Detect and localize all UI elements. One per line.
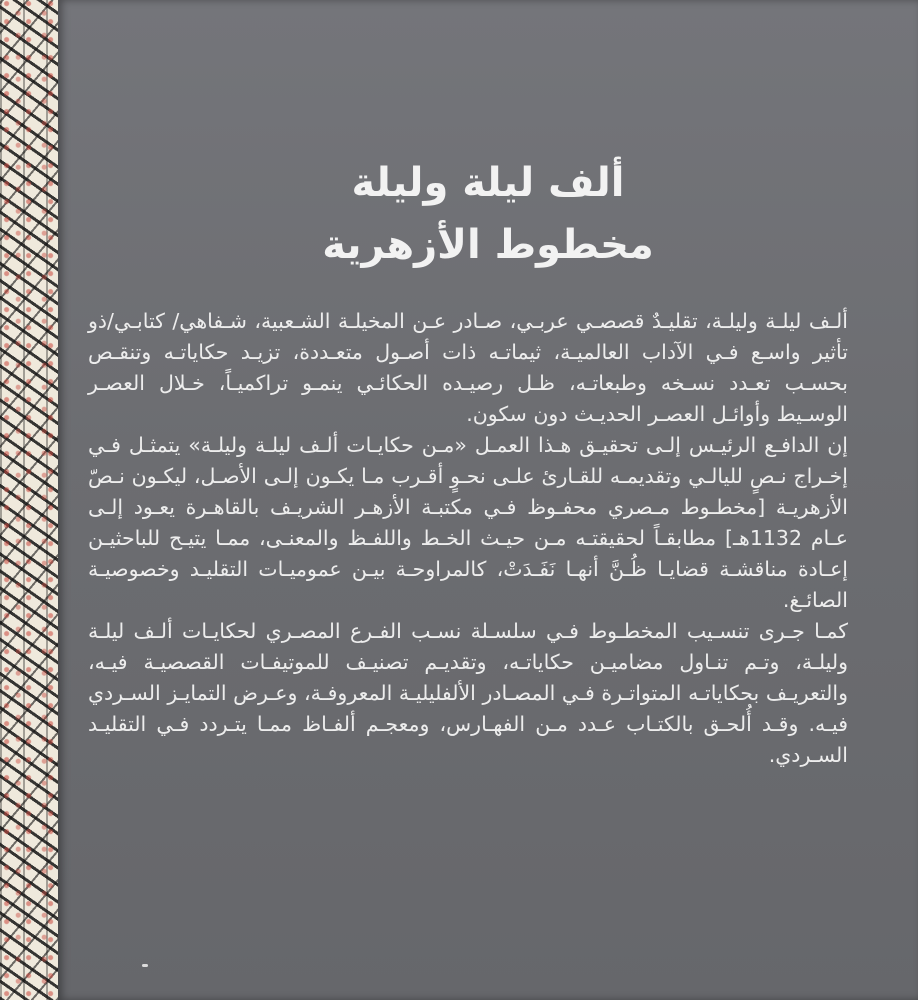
blurb-paragraph: إن الدافـع الرئيـس إلـى تحقيـق هـذا العمـل «مـن حكايـات ألـف ليلـة وليلـة» يتمثـل فـي إخـراج نـصٍ لليالـي وتقديمـه للقـارئ علـى نحـوٍ أقـرب مـا يكـون إلـى الأصـل، ليكـون نـصّ الأزهريـة [مخطـوط مـصري محفـوظ فـي مكتبـة الأزهـر الشريـف بالقاهـرة يعـود إلـى عـام 1132هـ] مطابقـاً لحقيقتـه مـن حيـث الخـط واللفـظ والمعنـى، ممـا يتيـح للباحثيـن إعـادة مناقشـة قضايـا ظُـنَّ أنهـا نَفَـدَتْ، كالمراوحـة بيـن عموميـات التقليـد وخصوصيـة الصائـغ.: [88, 433, 848, 612]
book-title-line1: ألف ليلة وليلة: [351, 160, 625, 206]
blurb-text: [88, 306, 848, 771]
blurb-paragraph: كمـا جـرى تنسـيب المخطـوط فـي سلسـلة نسـب الفـرع المصـري لحكايـات ألـف ليلـة وليلـة، وتـم تنـاول مضاميـن حكاياتـه، وتقديـم تصنيـف للموتيفـات القصصيـة فيـه، والتعريـف بحكاياتـه المتواتـرة فـي المصـادر الألفليليـة المعروفـة، وعـرض التمايـز السـردي فيـه. وقـد أُلحـق بالكتـاب عـدد مـن الفهـارس، ومعجـم ألفـاظ ممـا يتـردد فـي التقليـد السـردي.: [88, 619, 848, 767]
title-block: [58, 152, 918, 276]
decorative-speck: [142, 964, 148, 967]
book-title-line2: مخطوط الأزهرية: [322, 222, 654, 268]
blurb-paragraph: ألـف ليلـة وليلـة، تقليـدٌ قصصـي عربـي، صـادر عـن المخيلـة الشـعبية، شـفاهي/ كتابـي/ذو تأثير واسـع فـي الآداب العالميـة، ثيماتـه ذات أصـول متعـددة، تزيـد حكاياتـه وتنقـص بحسـب تعـدد نسـخه وطبعاتـه، ظـل رصيـده الحكائـي ينمـو تراكميـاً، خـلال العصـر الوسـيط وأوائـل العصـر الحديـث دون سكون.: [88, 309, 848, 426]
calligraphy-strip-image: [0, 0, 58, 1000]
